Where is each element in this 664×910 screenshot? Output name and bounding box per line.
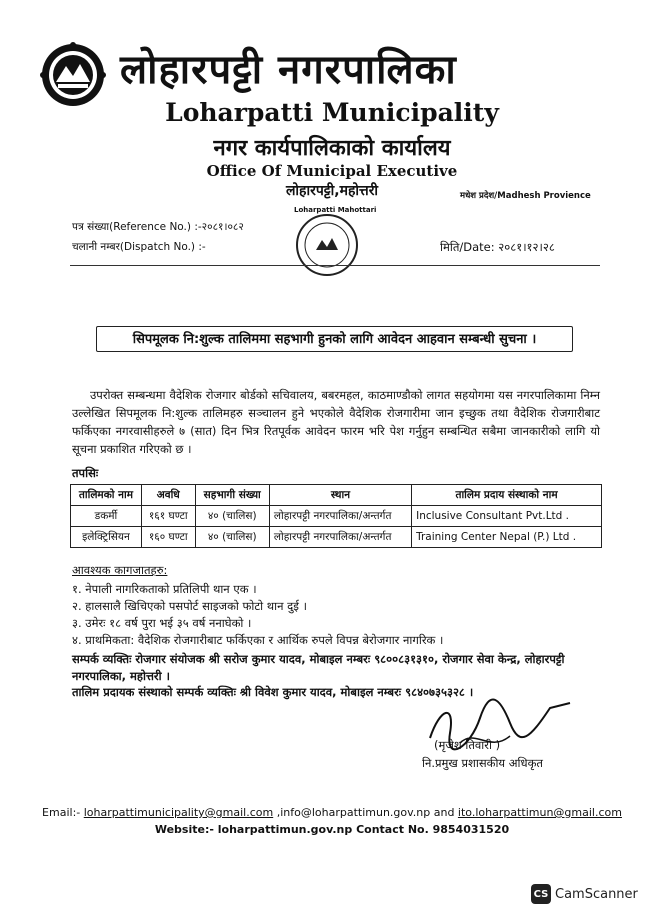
table-cell: ४० (चालिस) — [195, 527, 269, 548]
notice-title: सिपमूलक नि:शुल्क तालिममा सहभागी हुनको लागि आवेदन आहवान सम्बन्धी सुचना । — [96, 326, 573, 352]
table-cell: १६० घण्टा — [141, 527, 195, 548]
trainer-contact: तालिम प्रदायक संस्थाको सम्पर्क व्यक्तिः श्री विवेश कुमार यादव, मोबाइल नम्बरः ९८४०७३५३२८ । — [72, 685, 474, 699]
table-cell: १६१ घण्टा — [141, 506, 195, 527]
list-item: २. हालसालै खिचिएको पसपोर्ट साइजको फोटो थान दुई । — [72, 599, 307, 613]
contact-person: सम्पर्क व्यक्तिः रोजगार संयोजक श्री सरोज कुमार यादव, मोबाइल नम्बरः ९८००८३१३१०, रोजगार सेवा केन्द्र, लोहारपट्टी नगरपालिका, महोत्तरी । — [72, 652, 565, 683]
notice-body — [72, 386, 600, 458]
camscanner-logo-icon: CS — [531, 884, 551, 904]
list-item: ४. प्राथमिकता: वैदेशिक रोजगारीबाट फर्किएका र आर्थिक रुपले विपन्न बेरोजगार नागरिक । — [72, 633, 444, 647]
table-cell: Training Center Nepal (P.) Ltd . — [412, 527, 602, 548]
signer-name: (मृजेश तिवारी ) — [434, 738, 501, 752]
footer-email — [0, 806, 664, 819]
training-table — [70, 484, 602, 548]
letter-date: मिति/Date: २०८१।१२।२८ — [440, 240, 555, 254]
table-row — [71, 527, 602, 548]
camscanner-watermark — [531, 883, 638, 905]
office-name-nepali: नगर कार्यपालिकाको कार्यालय — [213, 136, 451, 161]
table-header: सहभागी संख्या — [195, 485, 269, 506]
table-cell: लोहारपट्टी नगरपालिका/अन्तर्गत — [269, 506, 411, 527]
table-cell: ४० (चालिस) — [195, 506, 269, 527]
province-label: मधेश प्रदेश/Madhesh Provience — [460, 191, 591, 201]
email-link-ito[interactable]: ito.loharpattimun@gmail.com — [457, 806, 622, 819]
documents-heading: आवश्यक कागजातहरु: — [72, 563, 168, 577]
table-cell: डकर्मी — [71, 506, 142, 527]
reference-number: पत्र संख्या(Reference No.) :-२०८१।०८२ — [72, 221, 244, 233]
table-header: स्थान — [269, 485, 411, 506]
footer-website: Website:- loharpattimun.gov.np Contact No. 9854031520 — [154, 823, 510, 836]
municipality-name-nepali: लोहारपट्टी नगरपालिका — [120, 47, 457, 93]
email-info: ,info@loharpattimun.gov.np and — [276, 806, 455, 819]
dispatch-number: चलानी नम्बर(Dispatch No.) :- — [72, 241, 206, 253]
email-label: Email:- — [42, 806, 81, 819]
documents-list — [72, 581, 602, 649]
table-cell: लोहारपट्टी नगरपालिका/अन्तर्गत — [269, 527, 411, 548]
signer-designation: नि.प्रमुख प्रशासकीय अधिकृत — [422, 756, 543, 770]
office-name-english: Office Of Municipal Executive — [206, 162, 458, 180]
table-header: तालिम प्रदाय संस्थाको नाम — [412, 485, 602, 506]
table-cell: इलेक्ट्रिसियन — [71, 527, 142, 548]
email-link-primary[interactable]: loharpattimunicipality@gmail.com — [83, 806, 274, 819]
list-item: ३. उमेरः १८ वर्ष पुरा भई ३५ वर्ष ननाघेको । — [72, 616, 252, 630]
notice-body-text: उपरोक्त सम्बन्धमा वैदेशिक रोजगार बोर्डको सचिवालय, बबरमहल, काठमाण्डौको लागत सहयोगमा यस नगरपालिकामा निम्न उल्लेखित सिपमूलक नि:शुल्क तालिमहरु सञ्चालन हुने भएकोले वैदेशिक रोजगारीमा जान इच्छुक तथा वैदेशिक रोजगारीबाट फर्किएका नगरवासीहरुले ७ (सात) दिन भित्र रितपूर्वक आवेदन फारम भरि पेश गर्नुहुन सम्बन्धित सबैमा जानकारीको लागि यो सूचना प्रकाशित गरिएको छ । — [72, 388, 600, 456]
municipality-name-english: Loharpatti Municipality — [165, 98, 499, 127]
stamp-label: Loharpatti Mahottari — [294, 206, 377, 214]
header-divider — [70, 265, 600, 266]
table-header: अवधि — [141, 485, 195, 506]
table-header-row — [71, 485, 602, 506]
table-cell: Inclusive Consultant Pvt.Ltd . — [412, 506, 602, 527]
details-label: तपसिः — [72, 466, 99, 480]
list-item: १. नेपाली नागरिकताको प्रतिलिपी थान एक । — [72, 582, 257, 596]
camscanner-text: CamScanner — [555, 886, 638, 902]
address-nepali: लोहारपट्टी,महोत्तरी — [285, 183, 379, 199]
table-row — [71, 506, 602, 527]
table-header: तालिमको नाम — [71, 485, 142, 506]
